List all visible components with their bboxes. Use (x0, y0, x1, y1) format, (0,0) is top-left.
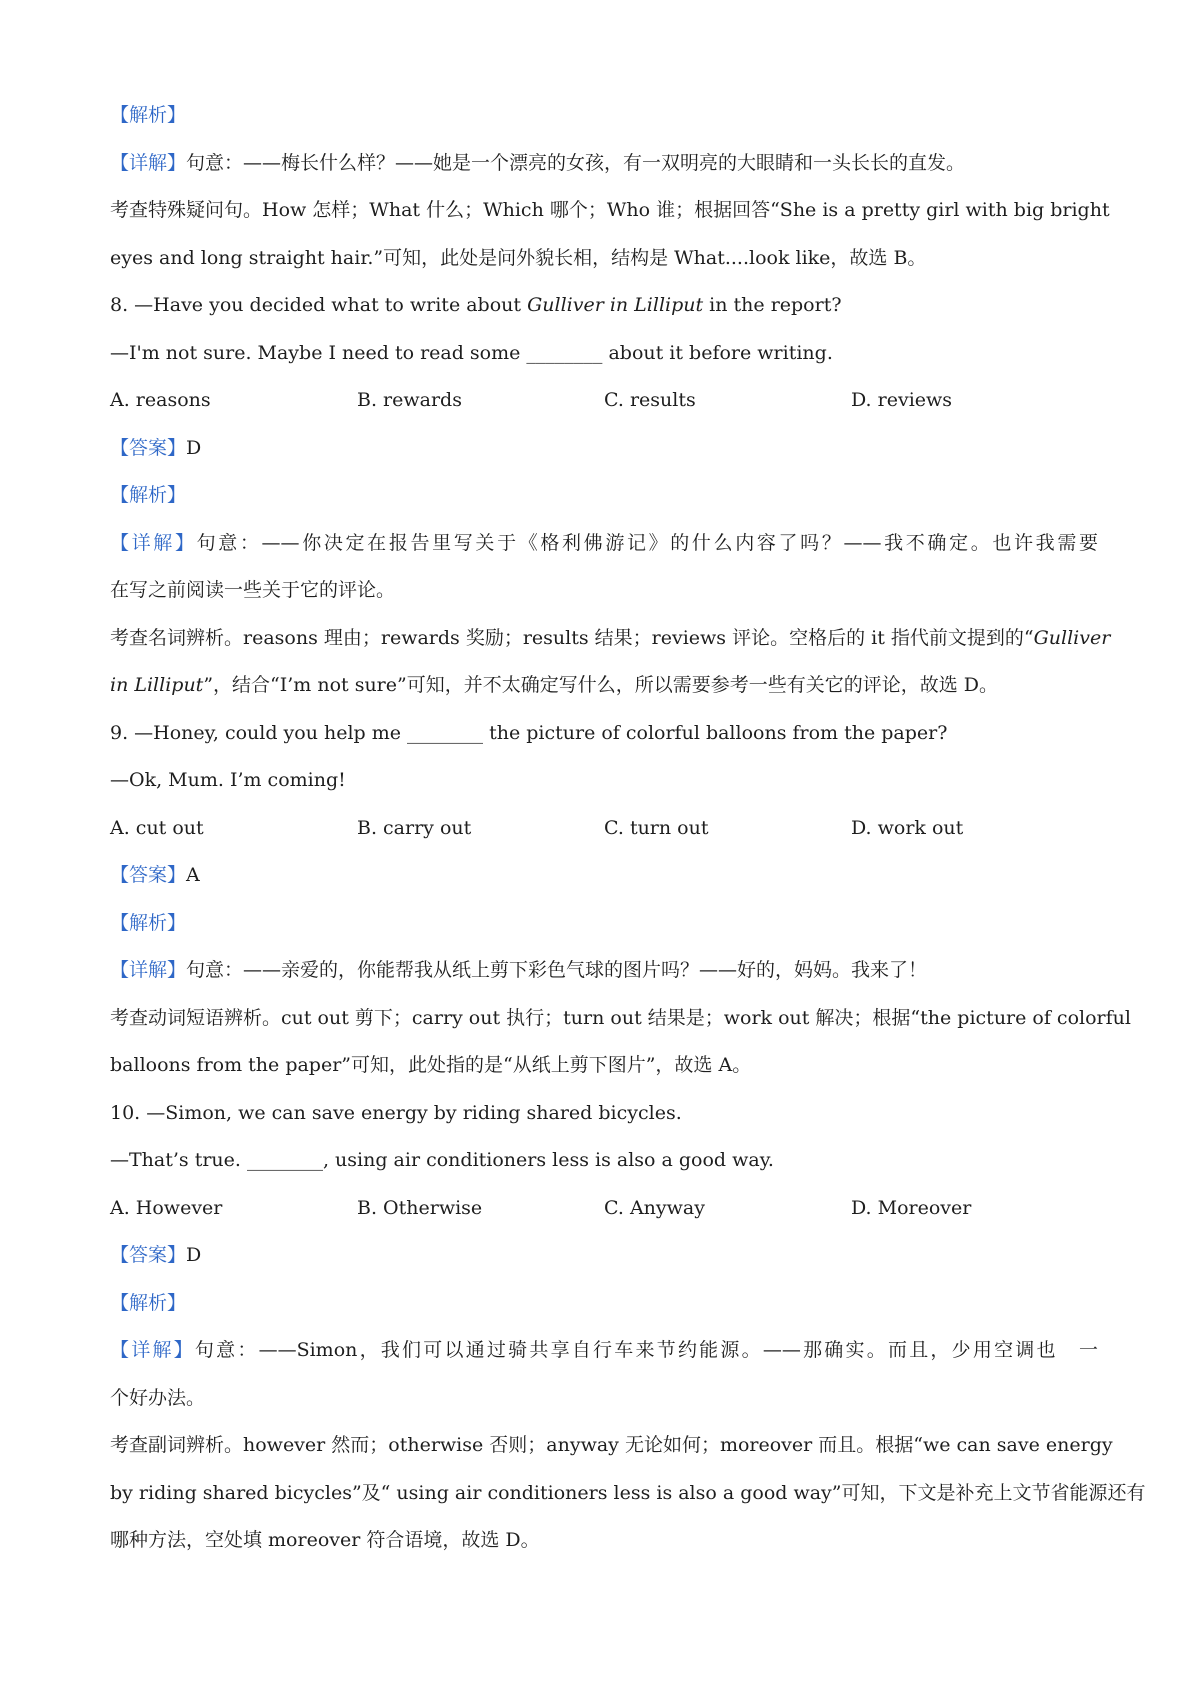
text-line (110, 615, 1111, 663)
option-choice: A. However (110, 1196, 223, 1219)
detail-text: 句意：——你决定在报告里写关于《格利佛游记》的什么内容了吗？——我不确定。也许我需要 (196, 531, 1098, 554)
text-line: 考查动词短语辨析。cut out 剪下；carry out 执行；turn out 结果是；work out 解决；根据“the picture of colorful (110, 1006, 1131, 1029)
option-choice: D. work out (851, 816, 964, 839)
answer-value: D (186, 1244, 202, 1266)
italic-title: in Lilliput (110, 674, 204, 696)
analysis-heading: 【解析】 (110, 484, 187, 506)
options-row (110, 1185, 1098, 1233)
analysis-heading: 【解析】 (110, 911, 187, 934)
answer-line (110, 425, 1098, 473)
text-line: 个好办法。 (110, 1386, 206, 1409)
option-choice: A. cut out (110, 816, 204, 839)
detail-line (110, 520, 1098, 568)
answer-line (110, 852, 1098, 900)
analysis-heading: 【解析】 (110, 1291, 187, 1314)
option-choice: B. rewards (357, 389, 462, 411)
detail-text: 句意：——亲爱的，你能帮我从纸上剪下彩色气球的图片吗？——好的，妈妈。我来了！ (186, 959, 928, 981)
option-choice: D. Moreover (851, 1196, 972, 1219)
text-segment: 8. —Have you decided what to write about (110, 294, 528, 316)
detail-label: 【详解】 (110, 531, 197, 554)
answer-value: D (186, 436, 202, 459)
text-line: balloons from the paper”可知，此处指的是“从纸上剪下图片”，故选 A。 (110, 1054, 752, 1076)
text-segment: ”，结合“I’m not sure”可知，并不太确定写什么，所以需要参考一些有关它的评论，故选 D。 (203, 674, 998, 696)
detail-label: 【详解】 (110, 1339, 195, 1361)
detail-text: 句意：——梅长什么样？——她是一个漂亮的女孩，有一双明亮的大眼睛和一头长长的直发。 (186, 151, 966, 174)
text-line: —Ok, Mum. I’m coming! (110, 769, 346, 791)
answer-label: 【答案】 (110, 864, 187, 886)
text-segment: 考查名词辨析。reasons 理由；rewards 奖励；results 结果；reviews 评论。空格后的 it 指代前文提到的“ (110, 626, 1034, 649)
text-line: 9. —Honey, could you help me ________ the picture of colorful balloons from the paper? (110, 721, 948, 744)
option-choice: C. Anyway (604, 1196, 705, 1219)
italic-title: Gulliver (1033, 626, 1111, 649)
detail-text: 句意：——Simon，我们可以通过骑共享自行车来节约能源。——那确实。而且，少用空调也 一 (194, 1339, 1098, 1361)
option-choice: C. results (604, 389, 696, 411)
option-choice: B. Otherwise (357, 1196, 483, 1219)
text-line: —I'm not sure. Maybe I need to read some ________ about it before writing. (110, 341, 833, 364)
option-choice: B. carry out (357, 816, 472, 839)
detail-line (110, 140, 1098, 188)
answer-line (110, 1232, 1098, 1280)
detail-line (110, 1327, 1098, 1375)
options-row (110, 805, 1098, 853)
text-line: 在写之前阅读一些关于它的评论。 (110, 579, 396, 601)
text-line (110, 282, 1098, 330)
answer-label: 【答案】 (110, 436, 187, 459)
document-page (110, 92, 1146, 1565)
detail-line (110, 947, 1098, 995)
answer-label: 【答案】 (110, 1244, 187, 1266)
italic-title: Gulliver in Lilliput (527, 294, 704, 316)
text-line: eyes and long straight hair.”可知，此处是问外貌长相，结构是 What....look like，故选 B。 (110, 246, 927, 269)
text-line (110, 662, 1098, 710)
answer-value: A (186, 864, 200, 886)
analysis-heading: 【解析】 (110, 104, 187, 126)
options-row (110, 377, 1098, 425)
detail-label: 【详解】 (110, 151, 187, 174)
text-line: —That’s true. ________, using air conditioners less is also a good way. (110, 1149, 774, 1171)
text-line: 考查特殊疑问句。How 怎样；What 什么；Which 哪个；Who 谁；根据回答“She is a pretty girl with big bright (110, 199, 1110, 221)
option-choice: D. reviews (851, 389, 953, 411)
text-segment: in the report? (703, 294, 842, 316)
text-line: 考查副词辨析。however 然而；otherwise 否则；anyway 无论如何；moreover 而且。根据“we can save energy (110, 1434, 1113, 1456)
text-line: 10. —Simon, we can save energy by riding shared bicycles. (110, 1101, 682, 1124)
detail-label: 【详解】 (110, 959, 187, 981)
option-choice: A. reasons (110, 389, 211, 411)
text-line: by riding shared bicycles”及“ using air conditioners less is also a good way”可知，下文是补充上文节省能源还有 (110, 1481, 1146, 1504)
option-choice: C. turn out (604, 816, 709, 839)
text-line: 哪种方法，空处填 moreover 符合语境，故选 D。 (110, 1529, 540, 1551)
